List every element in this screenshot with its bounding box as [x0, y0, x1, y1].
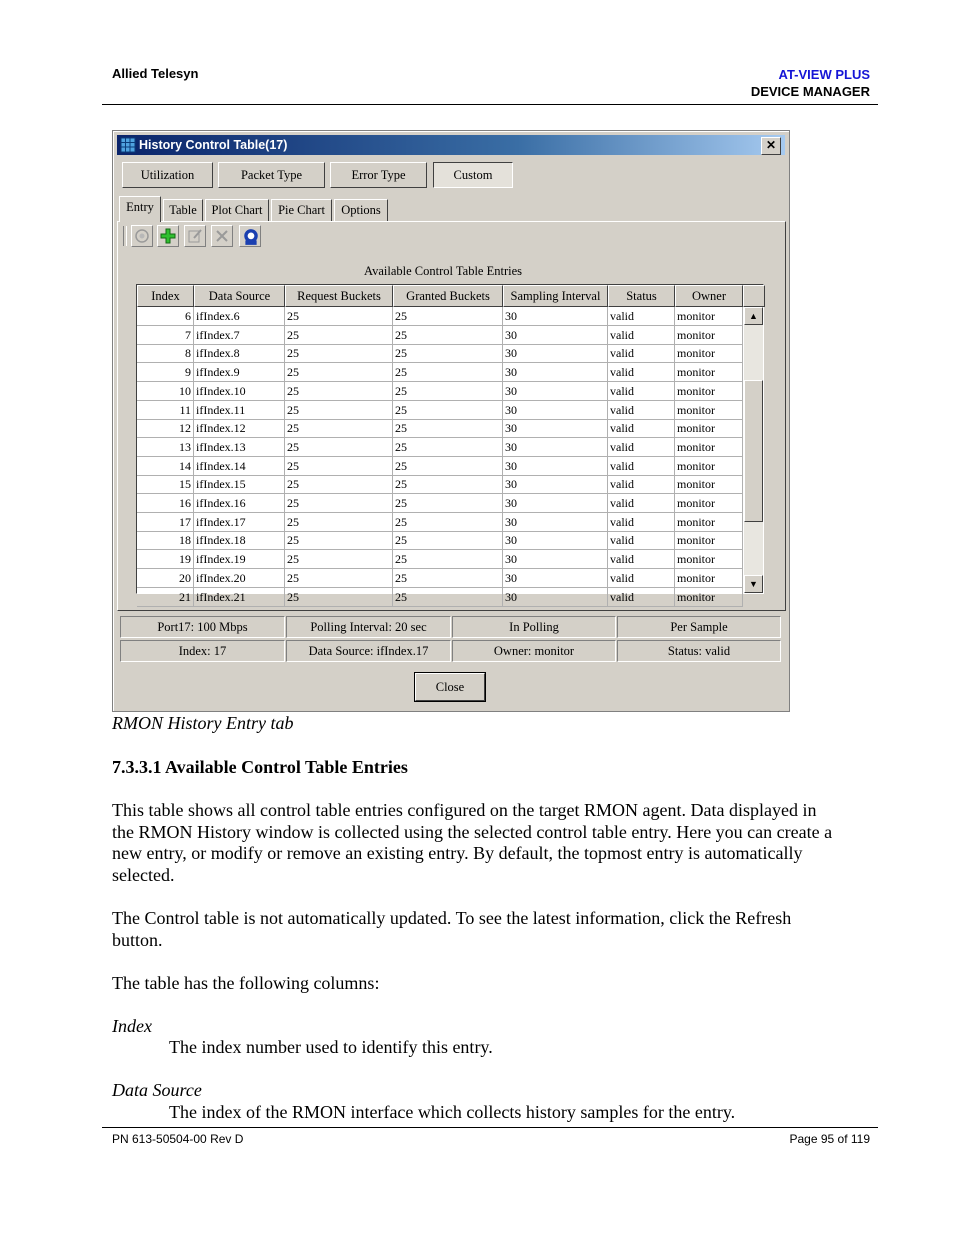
- cell-status: valid: [608, 588, 675, 607]
- cell-sampling-interval: 30: [503, 569, 608, 588]
- cell-data-source: ifIndex.20: [194, 569, 285, 588]
- close-icon[interactable]: ✕: [761, 137, 781, 155]
- status-valid: Status: valid: [617, 640, 781, 662]
- cell-owner: monitor: [675, 457, 743, 476]
- paragraph-1: [112, 800, 872, 886]
- scroll-thumb[interactable]: [744, 380, 763, 522]
- table-row[interactable]: [137, 513, 743, 532]
- cell-data-source: ifIndex.14: [194, 457, 285, 476]
- cell-index: 10: [137, 382, 194, 401]
- cell-data-source: ifIndex.16: [194, 494, 285, 513]
- cell-request-buckets: 25: [285, 344, 393, 363]
- cell-index: 8: [137, 344, 194, 363]
- cell-granted-buckets: 25: [393, 457, 503, 476]
- status-polling-interval: Polling Interval: 20 sec: [286, 616, 451, 638]
- cell-index: 20: [137, 569, 194, 588]
- table-row[interactable]: [137, 531, 743, 550]
- cell-status: valid: [608, 419, 675, 438]
- cell-owner: monitor: [675, 307, 743, 326]
- cell-request-buckets: 25: [285, 494, 393, 513]
- cell-request-buckets: 25: [285, 401, 393, 420]
- cell-granted-buckets: 25: [393, 550, 503, 569]
- cell-owner: monitor: [675, 550, 743, 569]
- table-row[interactable]: [137, 401, 743, 420]
- paragraph-2: [112, 908, 872, 951]
- column-header-sampling-interval[interactable]: Sampling Interval: [503, 285, 608, 307]
- scroll-down-icon[interactable]: ▼: [744, 575, 763, 593]
- add-icon: [160, 228, 176, 244]
- cell-request-buckets: 25: [285, 457, 393, 476]
- cell-sampling-interval: 30: [503, 457, 608, 476]
- status-owner: Owner: monitor: [452, 640, 616, 662]
- cell-granted-buckets: 25: [393, 569, 503, 588]
- cell-status: valid: [608, 550, 675, 569]
- section-heading: 7.3.3.1 Available Control Table Entries: [112, 757, 408, 777]
- cell-owner: monitor: [675, 438, 743, 457]
- table-row[interactable]: [137, 475, 743, 494]
- term-index: Index: [112, 1016, 152, 1036]
- cell-index: 9: [137, 363, 194, 382]
- cell-owner: monitor: [675, 494, 743, 513]
- column-header-owner[interactable]: Owner: [675, 285, 743, 307]
- cell-index: 12: [137, 419, 194, 438]
- cell-request-buckets: 25: [285, 550, 393, 569]
- refresh-icon: [134, 228, 150, 244]
- cell-granted-buckets: 25: [393, 494, 503, 513]
- cell-request-buckets: 25: [285, 419, 393, 438]
- cell-owner: monitor: [675, 588, 743, 607]
- cell-index: 16: [137, 494, 194, 513]
- header-rule: [102, 104, 878, 105]
- tab-plot-chart[interactable]: Plot Chart: [205, 199, 269, 221]
- cell-sampling-interval: 30: [503, 419, 608, 438]
- term-data-source: Data Source: [112, 1080, 202, 1100]
- cell-index: 17: [137, 513, 194, 532]
- cell-data-source: ifIndex.6: [194, 307, 285, 326]
- cell-request-buckets: 25: [285, 588, 393, 607]
- cell-owner: monitor: [675, 569, 743, 588]
- cell-status: valid: [608, 457, 675, 476]
- cell-status: valid: [608, 363, 675, 382]
- cell-index: 15: [137, 475, 194, 494]
- table-row[interactable]: [137, 307, 743, 326]
- table-row[interactable]: [137, 382, 743, 401]
- cell-granted-buckets: 25: [393, 588, 503, 607]
- cell-granted-buckets: 25: [393, 475, 503, 494]
- cell-sampling-interval: 30: [503, 326, 608, 345]
- table-row[interactable]: [137, 550, 743, 569]
- packet-type-button[interactable]: Packet Type: [218, 162, 325, 188]
- cell-data-source: ifIndex.19: [194, 550, 285, 569]
- window-title: History Control Table(17): [139, 138, 288, 152]
- utilization-button[interactable]: Utilization: [122, 162, 213, 188]
- product-header: [751, 66, 870, 100]
- cell-sampling-interval: 30: [503, 438, 608, 457]
- delete-icon: [214, 228, 230, 244]
- paragraph-1-line: This table shows all control table entries configured on the target RMON agent. Data displayed in: [112, 800, 817, 820]
- status-sample-mode: Per Sample: [617, 616, 781, 638]
- product-name: AT-VIEW PLUS: [778, 67, 870, 82]
- cell-index: 11: [137, 401, 194, 420]
- status-index: Index: 17: [120, 640, 285, 662]
- tab-table[interactable]: Table: [163, 199, 203, 221]
- cell-granted-buckets: 25: [393, 326, 503, 345]
- cell-owner: monitor: [675, 401, 743, 420]
- refresh-button[interactable]: [131, 225, 153, 247]
- table-row[interactable]: [137, 344, 743, 363]
- column-header-data-source[interactable]: Data Source: [194, 285, 285, 307]
- paragraph-2-line: button.: [112, 929, 163, 950]
- document-number: PN 613-50504-00 Rev D: [112, 1132, 244, 1146]
- help-icon: [242, 228, 260, 246]
- cell-granted-buckets: 25: [393, 363, 503, 382]
- edit-icon: [187, 228, 203, 244]
- cell-sampling-interval: 30: [503, 307, 608, 326]
- status-polling-state: In Polling: [452, 616, 616, 638]
- cell-sampling-interval: 30: [503, 475, 608, 494]
- cell-status: valid: [608, 513, 675, 532]
- cell-request-buckets: 25: [285, 513, 393, 532]
- cell-status: valid: [608, 494, 675, 513]
- table-row[interactable]: [137, 419, 743, 438]
- error-type-button[interactable]: Error Type: [330, 162, 427, 188]
- cell-request-buckets: 25: [285, 382, 393, 401]
- cell-data-source: ifIndex.12: [194, 419, 285, 438]
- cell-status: valid: [608, 475, 675, 494]
- cell-status: valid: [608, 344, 675, 363]
- vertical-scrollbar[interactable]: [744, 307, 763, 593]
- paragraph-3: The table has the following columns:: [112, 973, 380, 993]
- cell-index: 18: [137, 531, 194, 550]
- cell-request-buckets: 25: [285, 569, 393, 588]
- custom-button[interactable]: Custom: [433, 162, 513, 188]
- status-port: Port17: 100 Mbps: [120, 616, 285, 638]
- column-header-request-buckets[interactable]: Request Buckets: [285, 285, 393, 307]
- table-row[interactable]: [137, 363, 743, 382]
- figure-caption: RMON History Entry tab: [112, 713, 294, 733]
- cell-sampling-interval: 30: [503, 550, 608, 569]
- cell-sampling-interval: 30: [503, 401, 608, 420]
- cell-index: 6: [137, 307, 194, 326]
- column-header-status[interactable]: Status: [608, 285, 675, 307]
- cell-data-source: ifIndex.7: [194, 326, 285, 345]
- cell-data-source: ifIndex.11: [194, 401, 285, 420]
- table-row[interactable]: [137, 569, 743, 588]
- table-row[interactable]: [137, 326, 743, 345]
- column-header-corner: [743, 285, 765, 307]
- cell-status: valid: [608, 326, 675, 345]
- definition-data-source: The index of the RMON interface which collects history samples for the entry.: [169, 1102, 736, 1122]
- help-button[interactable]: [239, 225, 261, 247]
- cell-status: valid: [608, 438, 675, 457]
- tab-entry[interactable]: Entry: [119, 196, 161, 222]
- delete-button[interactable]: [211, 225, 233, 247]
- cell-data-source: ifIndex.9: [194, 363, 285, 382]
- edit-button[interactable]: [184, 225, 206, 247]
- column-header-index[interactable]: Index: [137, 285, 194, 307]
- cell-status: valid: [608, 382, 675, 401]
- cell-owner: monitor: [675, 326, 743, 345]
- cell-index: 13: [137, 438, 194, 457]
- toolbar-grip: [123, 226, 127, 246]
- cell-request-buckets: 25: [285, 326, 393, 345]
- cell-data-source: ifIndex.17: [194, 513, 285, 532]
- definition-index: The index number used to identify this entry.: [169, 1037, 493, 1057]
- footer-rule: [102, 1127, 878, 1128]
- paragraph-1-line: selected.: [112, 864, 175, 885]
- table-row[interactable]: [137, 438, 743, 457]
- cell-request-buckets: 25: [285, 438, 393, 457]
- cell-index: 7: [137, 326, 194, 345]
- cell-owner: monitor: [675, 382, 743, 401]
- cell-data-source: ifIndex.18: [194, 531, 285, 550]
- cell-granted-buckets: 25: [393, 438, 503, 457]
- cell-granted-buckets: 25: [393, 419, 503, 438]
- cell-index: 21: [137, 588, 194, 607]
- cell-sampling-interval: 30: [503, 344, 608, 363]
- cell-granted-buckets: 25: [393, 307, 503, 326]
- cell-request-buckets: 25: [285, 531, 393, 550]
- tab-options[interactable]: Options: [334, 199, 388, 221]
- control-table[interactable]: [136, 284, 764, 604]
- table-caption: Available Control Table Entries: [364, 264, 522, 278]
- cell-owner: monitor: [675, 531, 743, 550]
- page-number: Page 95 of 119: [789, 1132, 870, 1146]
- cell-sampling-interval: 30: [503, 494, 608, 513]
- scroll-up-icon[interactable]: ▲: [744, 307, 763, 325]
- tab-pie-chart[interactable]: Pie Chart: [271, 199, 332, 221]
- cell-sampling-interval: 30: [503, 382, 608, 401]
- table-row[interactable]: [137, 588, 743, 607]
- cell-data-source: ifIndex.8: [194, 344, 285, 363]
- cell-status: valid: [608, 569, 675, 588]
- table-row[interactable]: [137, 494, 743, 513]
- cell-sampling-interval: 30: [503, 531, 608, 550]
- cell-owner: monitor: [675, 419, 743, 438]
- company-name: Allied Telesyn: [112, 66, 199, 81]
- paragraph-2-line: The Control table is not automatically updated. To see the latest information, click the Refresh: [112, 908, 792, 928]
- cell-data-source: ifIndex.13: [194, 438, 285, 457]
- cell-request-buckets: 25: [285, 307, 393, 326]
- cell-status: valid: [608, 307, 675, 326]
- cell-owner: monitor: [675, 513, 743, 532]
- cell-index: 19: [137, 550, 194, 569]
- cell-sampling-interval: 30: [503, 588, 608, 607]
- cell-index: 14: [137, 457, 194, 476]
- close-button[interactable]: Close: [415, 673, 485, 701]
- product-subtitle: DEVICE MANAGER: [750, 84, 870, 99]
- cell-data-source: ifIndex.10: [194, 382, 285, 401]
- cell-sampling-interval: 30: [503, 363, 608, 382]
- cell-granted-buckets: 25: [393, 401, 503, 420]
- cell-granted-buckets: 25: [393, 382, 503, 401]
- cell-owner: monitor: [675, 475, 743, 494]
- table-icon: [120, 137, 136, 153]
- cell-data-source: ifIndex.15: [194, 475, 285, 494]
- paragraph-1-line: the RMON History window is collected using the selected control table entry. Here you can create a: [112, 821, 833, 842]
- cell-status: valid: [608, 401, 675, 420]
- cell-status: valid: [608, 531, 675, 550]
- cell-granted-buckets: 25: [393, 513, 503, 532]
- title-bar: [117, 135, 785, 155]
- column-header-granted-buckets[interactable]: Granted Buckets: [393, 285, 503, 307]
- cell-sampling-interval: 30: [503, 513, 608, 532]
- table-row[interactable]: [137, 457, 743, 476]
- cell-granted-buckets: 25: [393, 531, 503, 550]
- cell-request-buckets: 25: [285, 363, 393, 382]
- cell-granted-buckets: 25: [393, 344, 503, 363]
- cell-owner: monitor: [675, 344, 743, 363]
- add-button[interactable]: [157, 225, 179, 247]
- status-data-source: Data Source: ifIndex.17: [286, 640, 451, 662]
- cell-owner: monitor: [675, 363, 743, 382]
- paragraph-1-line: new entry, or modify or remove an existing entry. By default, the topmost entry is automatically: [112, 843, 803, 863]
- cell-data-source: ifIndex.21: [194, 588, 285, 607]
- cell-request-buckets: 25: [285, 475, 393, 494]
